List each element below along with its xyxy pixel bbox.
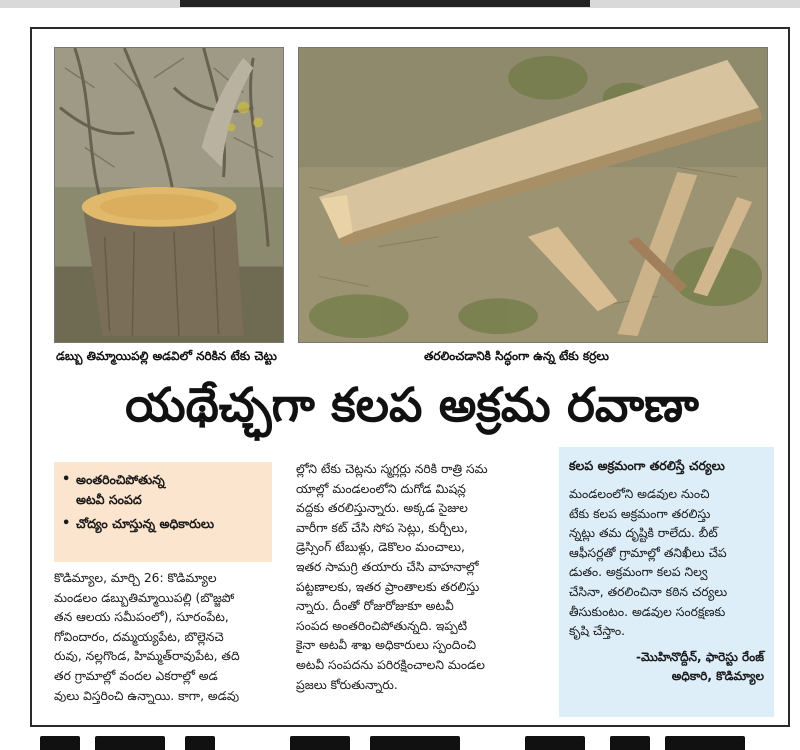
article-headline: యథేచ్ఛగా కలప అక్రమ రవాణా xyxy=(125,378,699,433)
article-line: వద్దకు తరలిస్తున్నారు. అక్కడ సైజుల xyxy=(296,501,468,516)
highlight-line: అటవీ సంపద xyxy=(76,492,142,507)
highlight-line: చోద్యం చూస్తున్న అధికారులు xyxy=(76,516,215,531)
article-line: తర గ్రామాల్లో వందల ఎకరాల్లో అడ xyxy=(54,668,218,683)
photo-caption-logs: తరలించడానికి సిద్ధంగా ఉన్న టేకు కర్రలు xyxy=(424,349,609,363)
signature-role: అధికారి, కొడిమ్యాల xyxy=(671,668,764,683)
quote-line: చేసినా, తరలించినా కఠిన చర్యలు xyxy=(569,584,728,599)
article-line: మండలం డబ్బుతిమ్మాయిపల్లి (బొజ్జపో xyxy=(54,590,235,605)
quote-signature xyxy=(569,648,764,686)
highlight-item xyxy=(62,470,264,510)
article-line: గోవిందారం, దమ్మయ్యపేట, బొల్లెనచె xyxy=(54,629,224,644)
signature-name: -మొహినొద్దీన్, ఫారెస్టు రేంజ్ xyxy=(635,649,764,664)
next-headline-cutoff xyxy=(0,736,800,750)
quote-line: మండలంలోని అడవుల నుంచి xyxy=(569,487,710,501)
article-line: యాల్లో మండలంలోని దుగోడ మిషన్ల xyxy=(296,481,466,496)
photo-teak-logs xyxy=(298,47,768,343)
highlight-item xyxy=(62,514,264,534)
photo-cut-stump xyxy=(54,47,284,343)
highlights-box xyxy=(54,462,272,562)
photo-caption-stump: డబ్బు తిమ్మాయిపల్లి అడవిలో నరికిన టేకు చెట్టు xyxy=(56,349,277,363)
top-strip-bar xyxy=(180,0,590,7)
quote-line: ఆఫీసర్లతో గ్రామాల్లో తనిఖీలు చేప xyxy=(569,545,727,560)
article-line: కైనా అటవీ శాఖ అధికారులు స్పందించి xyxy=(296,638,477,653)
article-line: అటవీ సంపదను పరిరక్షించాలని మండల xyxy=(296,657,485,672)
quote-line: డుతం. అక్రమంగా కలప నిల్వ xyxy=(569,565,708,580)
official-quote-box xyxy=(559,447,774,717)
article-column-left xyxy=(54,569,280,706)
quote-line: టేకు కలప అక్రమంగా తరలిస్తు xyxy=(569,506,711,521)
article-line: డ్రెస్సింగ్ టేబుళ్లు, డెకొలం మంచాలు, xyxy=(296,540,465,555)
news-article-frame xyxy=(30,27,790,727)
logs-image xyxy=(299,48,767,342)
stump-image xyxy=(55,48,283,342)
highlight-line: అంతరించిపోతున్న xyxy=(76,472,165,487)
quote-box-title: కలప అక్రమంగా తరలిస్తే చర్యలు xyxy=(569,458,725,473)
quote-line: న్నట్లు తమ దృష్టికి రాలేదు. బీట్ xyxy=(569,526,718,541)
article-line: సంపద అంతరించిపోతున్నది. ఇప్పటి xyxy=(296,618,468,633)
article-line: ప్రజలు కోరుతున్నారు. xyxy=(296,677,398,692)
quote-line: కృషి చేస్తాం. xyxy=(569,624,626,639)
article-line: వులు విస్తరించి ఉన్నాయి. కాగా, అడవు xyxy=(54,688,240,703)
article-line: ల్లోని టేకు చెట్లను స్మగ్లర్లు నరికి రాత్రి సమ xyxy=(296,462,488,476)
article-line: పట్టణాలకు, ఇతర ప్రాంతాలకు తరలిస్తు xyxy=(296,579,480,594)
article-line: వారీగా కట్ చేసి సోప సెట్లు, కుర్చీలు, xyxy=(296,520,468,535)
quote-line: తీసుకుంటం. అడవుల సంరక్షణకు xyxy=(569,604,726,619)
article-line: న్నారు. దీంతో రోజురోజుకూ అటవీ xyxy=(296,599,454,614)
quote-box-text xyxy=(569,485,764,642)
bullet-icon: • xyxy=(62,472,71,487)
bullet-icon: • xyxy=(62,516,71,531)
article-line: కొడిమ్యాల, మార్చి 26: కొడిమ్యాల xyxy=(54,571,217,585)
article-line: తన ఆలయ సమీపంలో), సూరంపేట, xyxy=(54,610,229,625)
article-line: ఇతర సామగ్రి తయారు చేసి వాహనాల్లో xyxy=(296,559,479,574)
article-column-middle xyxy=(296,460,546,695)
article-line: రువు, నల్లగొండ, హిమ్మత్‌రావుపేట, తది xyxy=(54,649,240,664)
top-strip xyxy=(0,0,800,8)
